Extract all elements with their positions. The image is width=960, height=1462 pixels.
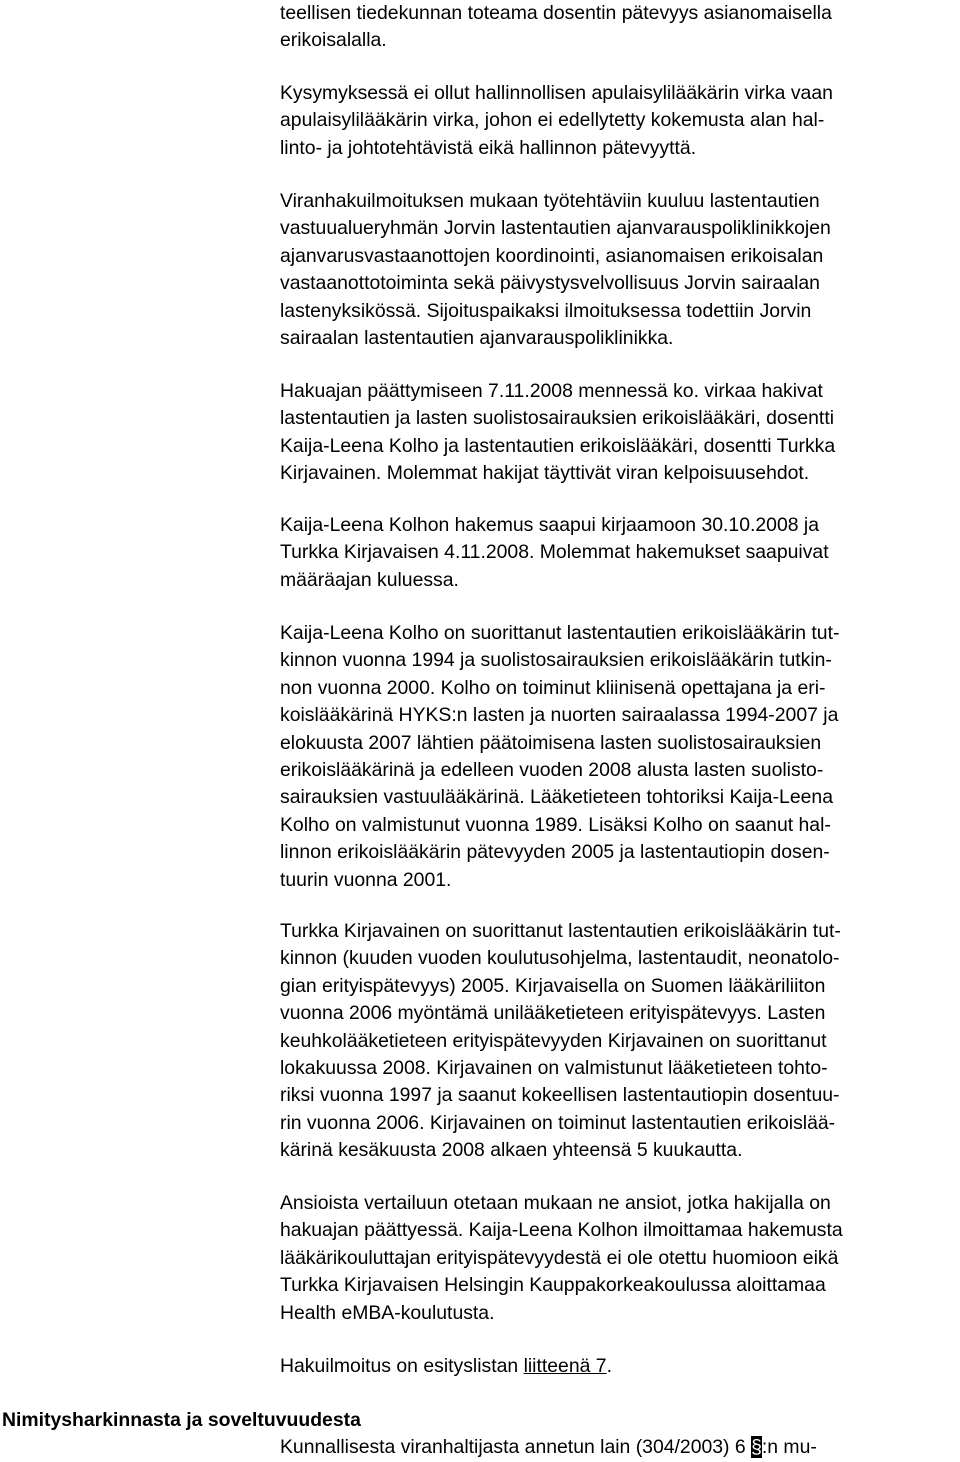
text-line: Turkka Kirjavainen on suorittanut lastentautien erikoislääkärin tut- xyxy=(280,920,841,942)
text-line: sairauksien vastuulääkärinä. Lääketieteen tohtoriksi Kaija-Leena xyxy=(280,786,833,809)
law-suffix: :n mu- xyxy=(761,1436,817,1458)
text-line: määräajan kuluessa. xyxy=(280,568,459,591)
text-line: Turkka Kirjavaisen 4.11.2008. Molemmat hakemukset saapuivat xyxy=(280,541,829,564)
paragraph-3 xyxy=(280,188,956,352)
text-line: keuhkolääketieteen erityispätevyyden Kirjavainen on suorittanut xyxy=(280,1029,827,1052)
text-line: Kaija-Leena Kolho ja lastentautien erikoislääkäri, dosentti Turkka xyxy=(280,434,836,457)
text-line: lääkärikouluttajan erityispätevyydestä ei ole otettu huomioon eikä xyxy=(280,1246,839,1269)
text-line: vastuualueryhmän Jorvin lastentautien ajanvarauspoliklinikkojen xyxy=(280,217,831,240)
text-line: Health eMBA-koulutusta. xyxy=(280,1301,495,1324)
text-line: erikoislääkärinä ja edelleen vuoden 2008 alusta lasten suolisto- xyxy=(280,759,824,782)
text-line: Turkka Kirjavaisen Helsingin Kauppakorkeakoulussa aloittamaa xyxy=(280,1274,826,1297)
text-line: rin vuonna 2006. Kirjavainen on toiminut lastentautien erikoislää- xyxy=(280,1111,836,1134)
text-line: Kolho on valmistunut vuonna 1989. Lisäksi Kolho on saanut hal- xyxy=(280,813,831,836)
paragraph-7 xyxy=(280,918,956,1165)
section-heading: Nimitysharkinnasta ja soveltuvuudesta xyxy=(2,1409,361,1431)
text-line: lokakuussa 2008. Kirjavainen on valmistunut lääketieteen tohto- xyxy=(280,1057,828,1080)
text-line: tuurin vuonna 2001. xyxy=(280,868,452,891)
text-line: erikoisalalla. xyxy=(280,29,387,52)
text-line: lastenyksikössä. Sijoituspaikaksi ilmoituksessa todettiin Jorvin xyxy=(280,299,812,322)
paragraph-9 xyxy=(280,1434,956,1461)
text-line: elokuusta 2007 lähtien päätoimisena lasten suolistosairauksien xyxy=(280,731,822,754)
paragraph-5 xyxy=(280,512,956,594)
text-line: kärinä kesäkuusta 2008 alkaen yhteensä 5 kuukautta. xyxy=(280,1139,743,1162)
text-line: riksi vuonna 1997 ja saanut kokeellisen lastentautiopin dosentuu- xyxy=(280,1084,840,1107)
text-line: teellisen tiedekunnan toteama dosentin pätevyys asianomaisella xyxy=(280,2,832,24)
text-line: vuonna 2006 myöntämä unilääketieteen erityispätevyys. Lasten xyxy=(280,1002,826,1025)
text-line: sairaalan lastentautien ajanvarauspoliklinikka. xyxy=(280,327,674,350)
text-line: linto- ja johtotehtävistä eikä hallinnon pätevyyttä. xyxy=(280,136,697,159)
text-line: Kaija-Leena Kolhon hakemus saapui kirjaamoon 30.10.2008 ja xyxy=(280,514,819,536)
paragraph-2 xyxy=(280,80,956,162)
text-line: hakuajan päättyessä. Kaija-Leena Kolhon ilmoittamaa hakemusta xyxy=(280,1219,843,1242)
section-mark: § xyxy=(751,1436,762,1458)
text-line: kinnon (kuuden vuoden koulutusohjelma, lastentaudit, neonatolo- xyxy=(280,947,840,970)
text-line: ajanvarusvastaanottojen koordinointi, asianomaisen erikoisalan xyxy=(280,244,824,267)
attachment-suffix: . xyxy=(606,1355,612,1377)
law-prefix: Kunnallisesta viranhaltijasta annetun lain (304/2003) 6 xyxy=(280,1436,752,1458)
text-line: Viranhakuilmoituksen mukaan työtehtäviin kuuluu lastentautien xyxy=(280,190,820,212)
text-line: Kaija-Leena Kolho on suorittanut lastentautien erikoislääkärin tut- xyxy=(280,622,840,644)
text-line: koislääkärinä HYKS:n lasten ja nuorten sairaalassa 1994-2007 ja xyxy=(280,704,839,727)
attachment-prefix: Hakuilmoitus on esityslistan xyxy=(280,1355,524,1377)
text-line: non vuonna 2000. Kolho on toiminut kliinisenä opettajana ja eri- xyxy=(280,676,826,699)
text-line: Ansioista vertailuun otetaan mukaan ne ansiot, jotka hakijalla on xyxy=(280,1192,831,1214)
text-line: linnon erikoislääkärin pätevyyden 2005 ja lastentautiopin dosen- xyxy=(280,841,830,864)
paragraph-4 xyxy=(280,378,956,488)
paragraph-1 xyxy=(280,0,956,55)
text-line xyxy=(280,1434,956,1461)
text-line: apulaisylilääkärin virka, johon ei edellytetty kokemusta alan hal- xyxy=(280,109,825,132)
text-line: kinnon vuonna 1994 ja suolistosairauksien erikoislääkärin tutkin- xyxy=(280,649,832,672)
text-line: gian erityispätevyys) 2005. Kirjavaisella on Suomen lääkäriliiton xyxy=(280,974,826,997)
paragraph-8 xyxy=(280,1190,956,1327)
paragraph-6 xyxy=(280,620,956,894)
text-line xyxy=(280,1353,956,1380)
text-line: lastentautien ja lasten suolistosairauksien erikoislääkäri, dosentti xyxy=(280,407,835,430)
attachment-link[interactable]: liitteenä 7 xyxy=(523,1355,607,1377)
text-line: vastaanottotoiminta sekä päivystysvelvollisuus Jorvin sairaalan xyxy=(280,272,820,295)
text-line: Kysymyksessä ei ollut hallinnollisen apulaisylilääkärin virka vaan xyxy=(280,82,833,104)
attachment-line xyxy=(280,1353,956,1380)
text-line: Kirjavainen. Molemmat hakijat täyttivät viran kelpoisuusehdot. xyxy=(280,462,810,485)
text-line: Hakuajan päättymiseen 7.11.2008 mennessä ko. virkaa hakivat xyxy=(280,380,823,402)
